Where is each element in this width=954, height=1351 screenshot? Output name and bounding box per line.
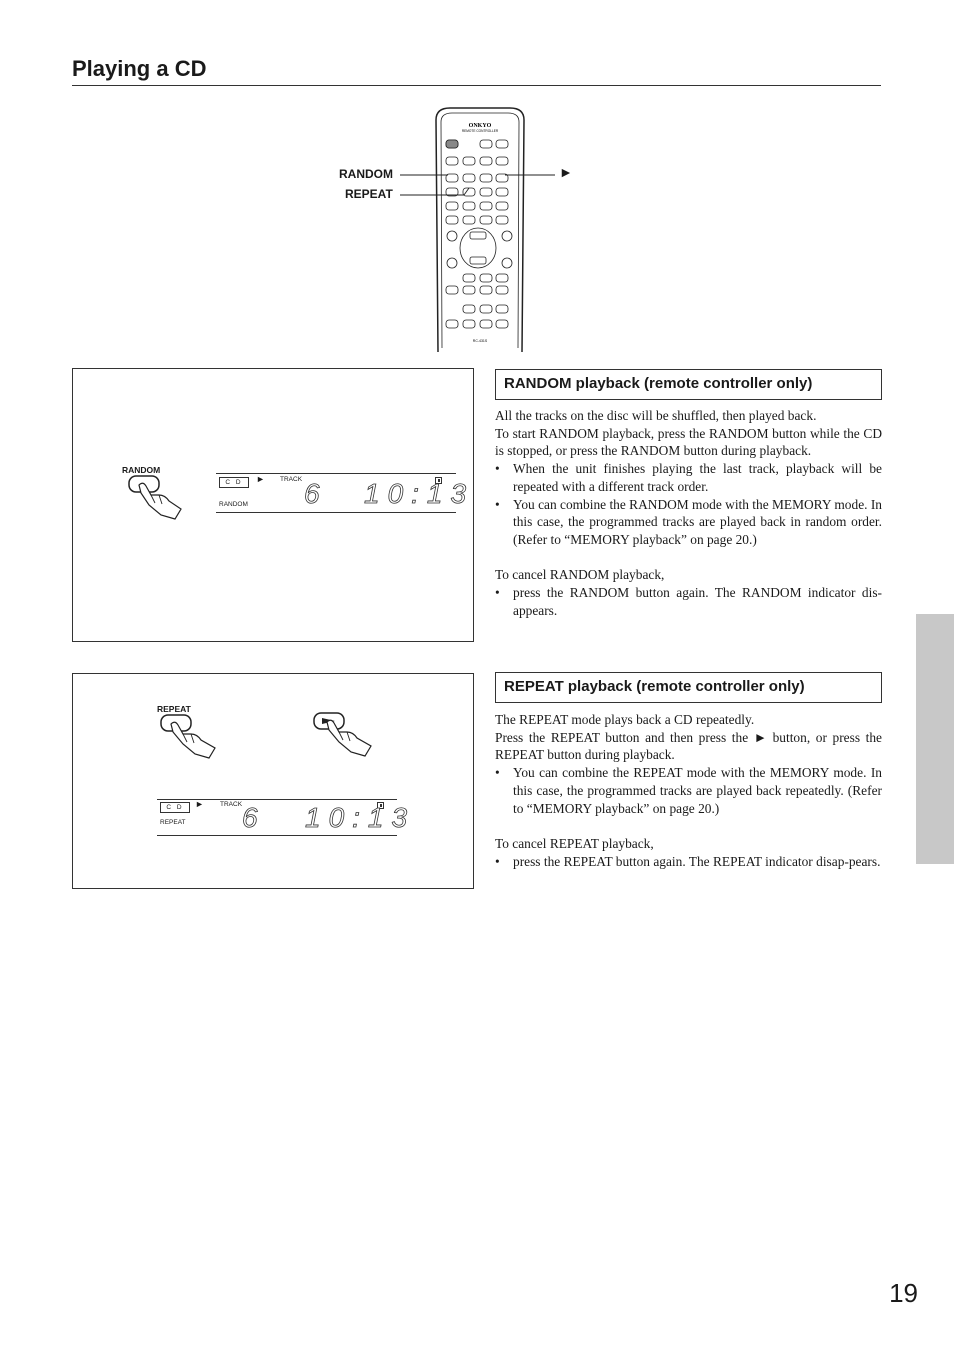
repeat-display-panel (157, 799, 416, 836)
random-button-label: RANDOM (122, 465, 161, 475)
track-indicator: TRACK (280, 476, 303, 483)
repeat-cancel-bullet: • press the REPEAT button again. The REPEAT indicator disap-pears. (495, 853, 881, 869)
hand-press-repeat-icon (157, 712, 227, 762)
page-title: Playing a CD (72, 56, 207, 81)
random-callout: RANDOM (339, 167, 393, 181)
repeat-intro-2: Press the REPEAT button and then press the ► button, or press the REPEAT button during playback. (495, 729, 882, 763)
repeat-section-body (495, 711, 882, 870)
title-rule (72, 85, 881, 86)
random-cancel-intro: To cancel RANDOM playback, (495, 567, 665, 583)
random-mode-indicator: RANDOM (219, 501, 248, 508)
repeat-mode-indicator: REPEAT (160, 819, 186, 826)
cd-indicator: C D (219, 477, 249, 488)
random-section-body (495, 407, 882, 619)
random-figure-box (72, 368, 474, 642)
repeat-section-heading: REPEAT playback (remote controller only) (495, 672, 882, 703)
repeat-callout: REPEAT (345, 187, 393, 201)
page-number: 19 (889, 1278, 918, 1308)
side-tab (916, 614, 954, 864)
track-number-display: 6 (242, 802, 260, 833)
repeat-intro-1: The REPEAT mode plays back a CD repeatedly. (495, 712, 755, 727)
remote-figure (330, 100, 590, 355)
random-intro-2: To start RANDOM playback, press the RANDOM button while the CD is stopped, or press the RANDOM button during playback. (495, 425, 882, 459)
cd-indicator: C D (160, 802, 190, 813)
random-intro-1: All the tracks on the disc will be shuffled, then played back. (495, 408, 817, 423)
repeat-cancel-intro: To cancel REPEAT playback, (495, 835, 654, 851)
random-bullet-2: • You can combine the RANDOM mode with the MEMORY mode. In this case, the programmed tracks are played back in random order. (Refer to “MEMORY playback” on page 20.) (495, 496, 882, 547)
play-indicator: ► (256, 474, 265, 484)
play-callout-symbol: ► (559, 166, 573, 181)
random-section-heading: RANDOM playback (remote controller only) (495, 369, 882, 400)
time-display: 10:13 (305, 802, 416, 833)
repeat-bullet-1: • You can combine the REPEAT mode with the MEMORY mode. In this case, the programmed tracks are played back repeatedly. (Refer to “MEMORY playback” on page 20.) (495, 765, 882, 816)
random-cancel-bullet: • press the RANDOM button again. The RANDOM indicator dis-appears. (495, 585, 882, 618)
repeat-figure-box (72, 673, 474, 889)
hand-press-play-icon (311, 710, 381, 760)
remote-model: RC-431S (472, 339, 488, 343)
remote-brand: ONKYO (468, 123, 492, 129)
remote-subtitle: REMOTE CONTROLLER (461, 129, 499, 133)
random-bullet-1: • When the unit finishes playing the last track, playback will be repeated with a different track order. (495, 461, 882, 494)
hand-press-random-icon (121, 473, 191, 523)
play-indicator: ► (195, 799, 204, 809)
track-indicator: TRACK (220, 801, 243, 808)
time-display: 10:13 (364, 478, 475, 509)
random-display-panel (216, 473, 475, 513)
repeat-button-label: REPEAT (157, 704, 191, 714)
track-number-display: 6 (304, 478, 322, 509)
remote-control-illustration (330, 100, 590, 355)
